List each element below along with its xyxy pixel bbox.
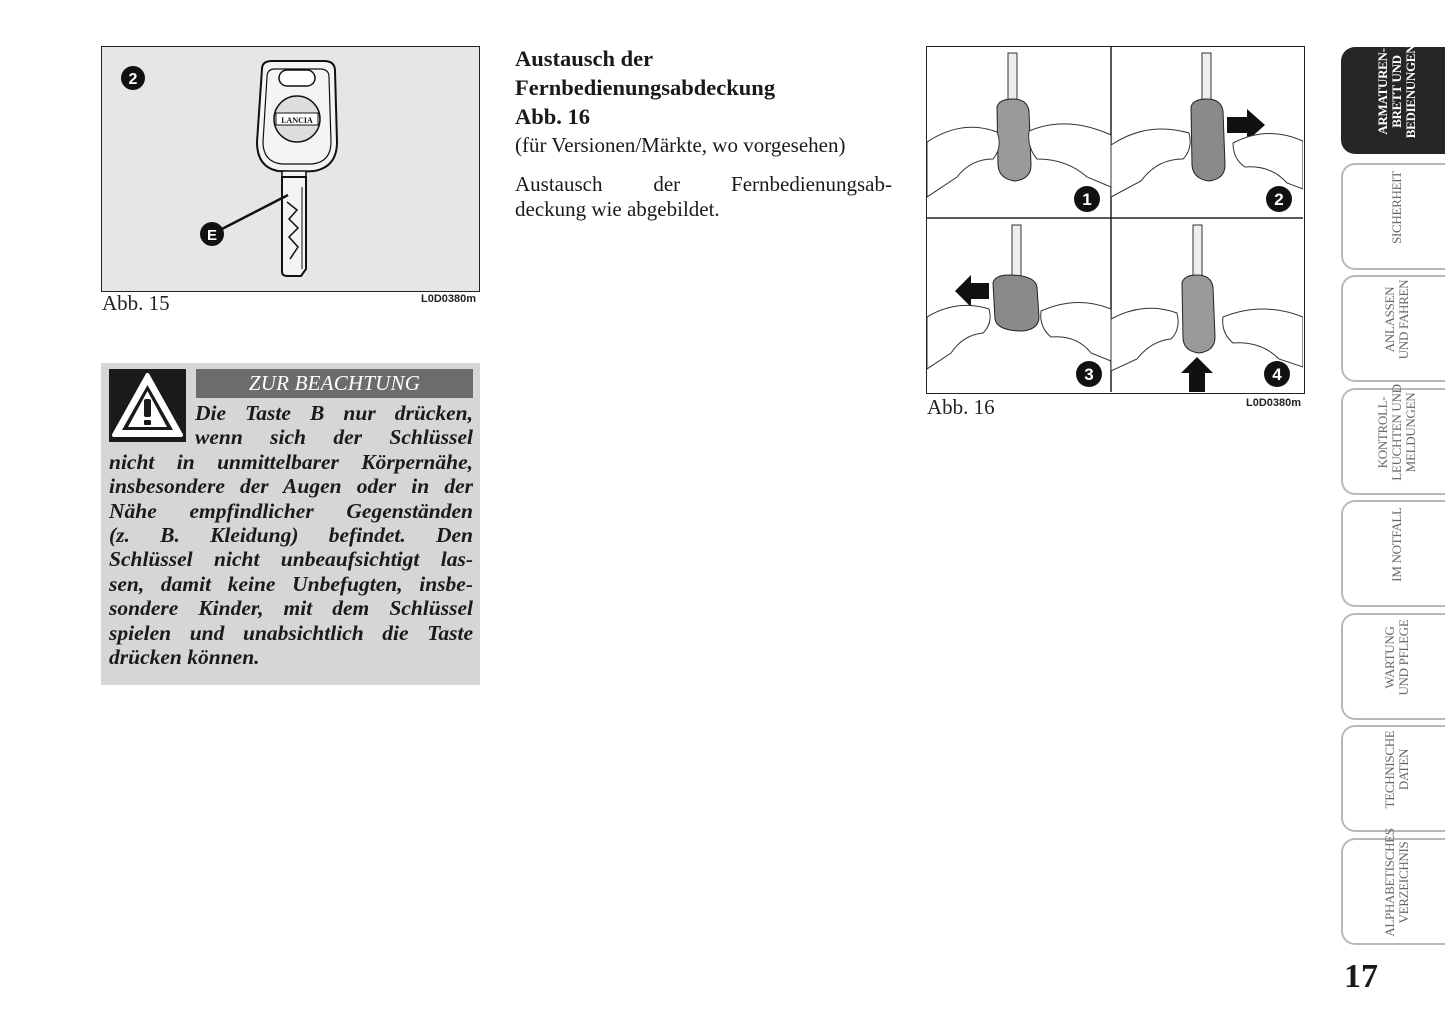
warning-line: Schlüssel nicht unbeaufsichtigt las- [109,547,473,572]
warning-line: sondere Kinder, mit dem Schlüssel [109,596,473,621]
warning-title: ZUR BEACHTUNG [196,369,473,398]
tab-technische-daten[interactable] [1341,725,1445,832]
tab-label-line: IM NOTFALL [1389,507,1404,582]
body-line: deckung wie abgebildet. [515,197,720,221]
section-body [515,172,892,222]
brand-logo-text: LANCIA [281,116,313,125]
tab-label-line: ANLASSEN [1382,286,1397,353]
heading-line: Austausch der [515,46,654,71]
tab-label-line: TECHNISCHE [1382,730,1397,809]
tab-kontrollleuchten[interactable] [1341,384,1445,495]
tab-label-line: ALPHABETISCHES [1382,828,1397,937]
tab-label-line: BRETT UND [1389,55,1404,128]
step-3-panel [927,225,1111,387]
figure-16-caption: Abb. 16 [927,395,995,419]
warning-line: Nähe empfindlicher Gegenständen [109,498,473,523]
tab-label-line: LEUCHTEN UND [1389,384,1404,481]
tab-im-notfall[interactable] [1341,500,1445,607]
tab-label-line: DATEN [1396,748,1411,791]
warning-line: spielen und unabsichtlich die Taste [109,620,473,645]
section-heading [515,44,895,131]
section-note: (für Versionen/Märkte, wo vorgesehen) [515,133,846,157]
key-illustration [102,47,478,290]
warning-line: (z. B. Kleidung) befindet. Den [109,523,473,548]
step-number: 2 [1274,190,1284,209]
figure-15-code: L0D0380m [421,293,477,305]
page-number: 17 [1344,958,1378,995]
step-number: 4 [1272,365,1282,384]
heading-line: Fernbedienungsabdeckung [515,75,776,100]
tab-label-line: UND FAHREN [1396,279,1411,360]
tab-label-line: KONTROLL- [1375,396,1390,469]
tab-label-line: MELDUNGEN [1403,392,1418,473]
body-line: Austausch der Fernbedienungsab- [515,172,892,196]
cover-replacement-illustration [927,47,1303,392]
tab-sicherheit[interactable] [1341,163,1445,270]
callout-label-e: E [206,227,218,244]
tab-label-line: UND PFLEGE [1396,619,1411,696]
figure-16-steps [926,46,1305,394]
figure-15-caption: Abb. 15 [102,291,170,315]
tab-alphabetisches-verzeichnis[interactable] [1341,828,1445,945]
figure-15-key [101,46,480,292]
tab-label-line: BEDIENUNGEN [1403,44,1418,139]
tab-armaturenbrett[interactable] [1341,44,1445,154]
tab-label-line: VERZEICHNIS [1396,841,1411,924]
step-1-panel [927,53,1111,212]
tab-label-line: WARTUNG [1382,626,1397,689]
warning-line: insbesondere der Augen oder in der [109,474,473,499]
heading-line: Abb. 16 [515,104,591,129]
tab-wartung[interactable] [1341,613,1445,720]
callout-number: 2 [128,71,138,88]
step-number: 3 [1084,365,1094,384]
remote-button [279,70,315,86]
tab-anlassen[interactable] [1341,275,1445,382]
warning-line: drücken können. [109,645,260,670]
step-number: 1 [1082,190,1092,209]
warning-line: Die Taste B nur drücken, [195,401,473,425]
step-2-panel [1111,53,1303,212]
warning-line: nicht in unmittelbarer Körpernähe, [109,449,473,474]
tab-label-line: ARMATUREN- [1375,48,1390,135]
warning-box [101,363,480,685]
warning-line: wenn sich der Schlüssel [195,425,473,450]
warning-line: sen, damit keine Unbefugten, insbe- [109,571,473,596]
warning-text [109,401,473,669]
tab-label-line: SICHERHEIT [1389,171,1404,244]
figure-16-code: L0D0380m [1246,397,1302,409]
